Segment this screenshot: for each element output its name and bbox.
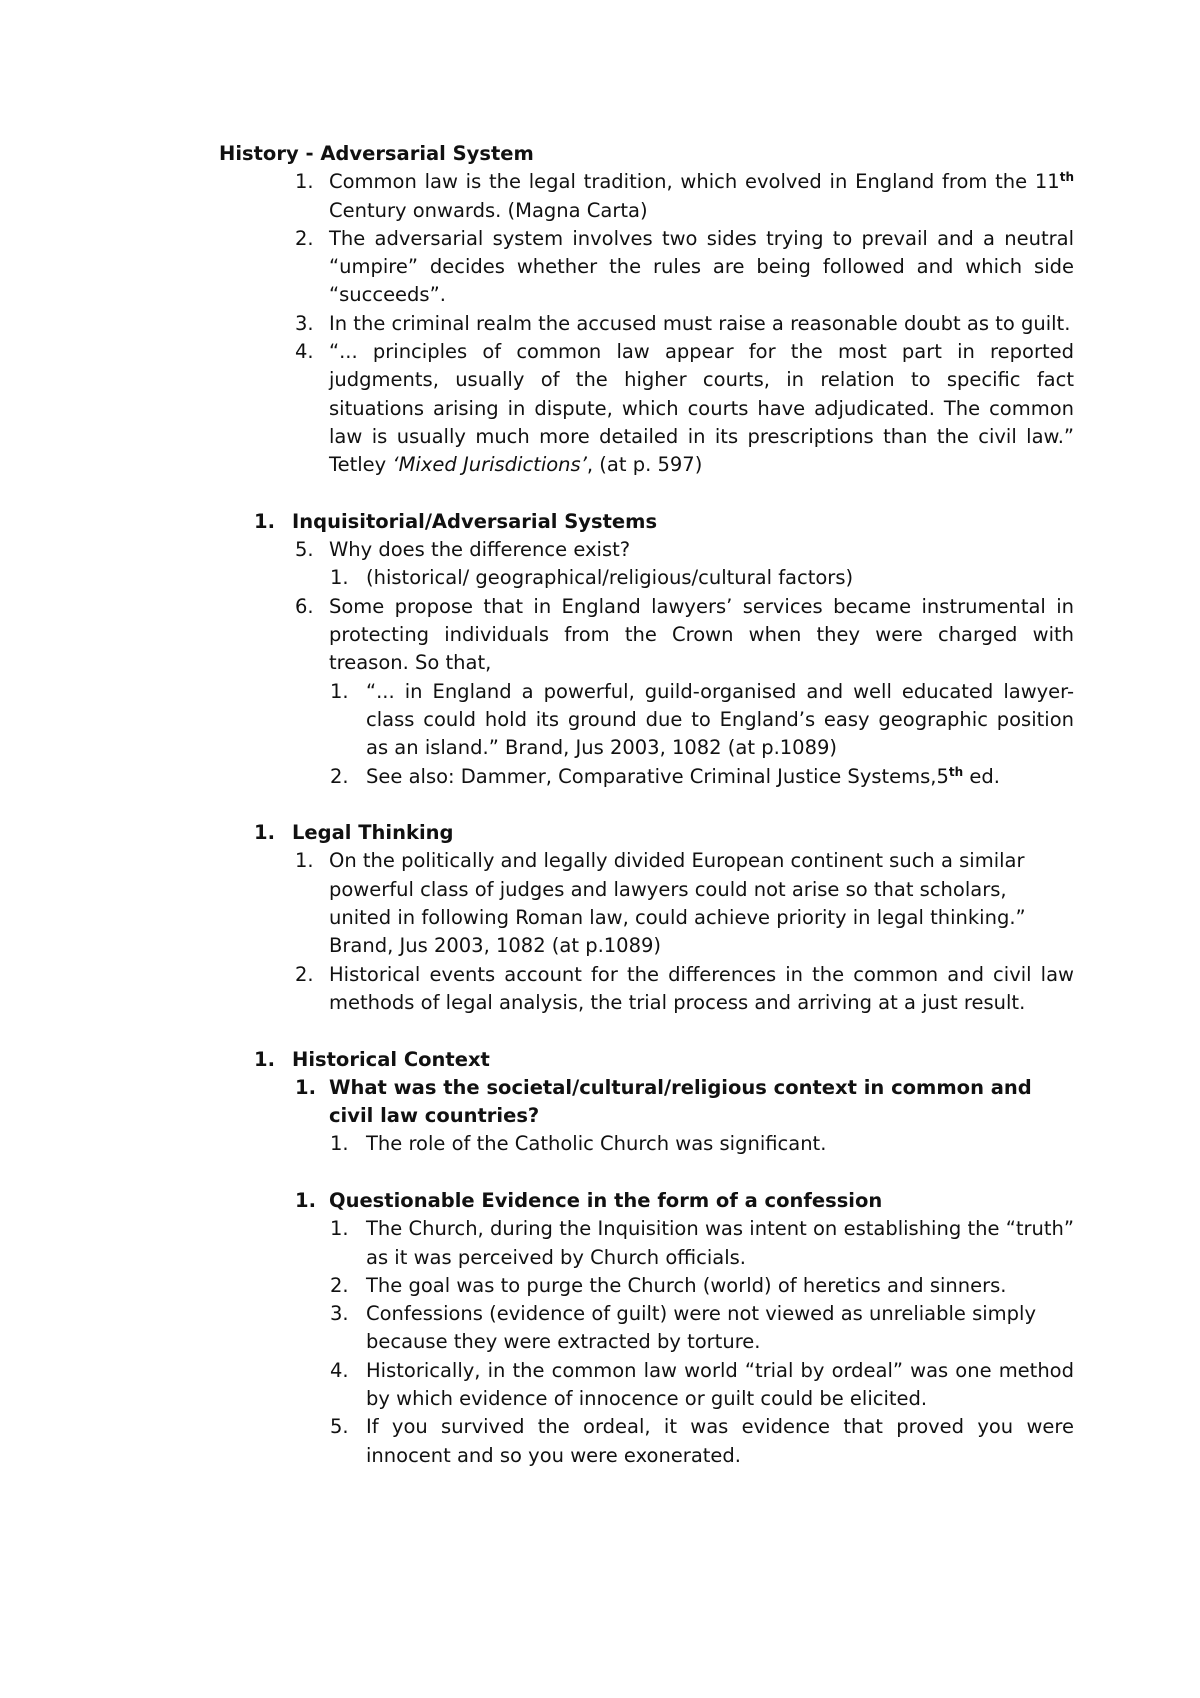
list-item (219, 1215, 1074, 1272)
document-body (219, 140, 1074, 1470)
heading-number: 1. (295, 1075, 316, 1099)
section-title-history: History - Adversarial System (219, 142, 534, 165)
list-text: Why does the difference exist? (329, 538, 631, 562)
heading-text: Historical Context (292, 1047, 490, 1071)
italic-title: ‘Mixed Jurisdictions’ (392, 453, 587, 477)
heading-text: What was the societal/cultural/religious context in common and civil law countries? (329, 1075, 1032, 1128)
heading-text: Inquisitorial/Adversarial Systems (292, 509, 658, 533)
list-text: If you survived the ordeal, it was evidence that proved you were innocent and so you were exonerated. (366, 1415, 1074, 1467)
list-number: 1. (330, 566, 349, 590)
list-number: 6. (295, 594, 314, 618)
list-item (219, 1130, 1074, 1158)
list-number: 3. (330, 1302, 349, 1326)
list-number: 1. (330, 1217, 349, 1241)
list-text: “... principles of common law appear for the most part in reported judgments, usually of the higher courts, in relation to specific fact situations arising in dispute, which courts have adjudicated. The common law is usually much more detailed in its prescriptions than the civil law.” Tetley ‘Mixed Jurisdictions’, (at p. 597) (329, 340, 1074, 477)
spacer (219, 1159, 1074, 1187)
superscript: th (948, 764, 964, 779)
list-item (219, 593, 1074, 678)
list-number: 4. (330, 1358, 349, 1382)
spacer (219, 791, 1074, 819)
list-text: See also: Dammer, Comparative Criminal Justice Systems,5th ed. (366, 764, 1000, 788)
section-heading-inquisitorial (219, 508, 1074, 536)
list-item (219, 1357, 1074, 1414)
list-number: 2. (295, 962, 314, 986)
list-number: 2. (330, 764, 349, 788)
heading-text: Questionable Evidence in the form of a confession (329, 1188, 883, 1212)
subheading-societal-context (219, 1074, 1074, 1131)
list-text: Historical events account for the differences in the common and civil law methods of legal analysis, the trial process and arriving at a just result. (329, 962, 1074, 1014)
list-item (219, 1272, 1074, 1300)
list-item (219, 1413, 1074, 1470)
list-number: 2. (295, 226, 314, 250)
list-text: Confessions (evidence of guilt) were not viewed as unreliable simply because they were extracted by torture. (366, 1302, 1037, 1354)
heading-text: Legal Thinking (292, 821, 454, 845)
section-heading-legal-thinking (219, 819, 1074, 847)
list-number: 2. (330, 1273, 349, 1297)
list-number: 1. (330, 1132, 349, 1156)
list-text: On the politically and legally divided European continent such a similar powerful class of judges and lawyers could not arise so that scholars, united in following Roman law, could achieve priority in legal thinking.” Brand, Jus 2003, 1082 (at p.1089) (329, 849, 1026, 958)
list-text: “... in England a powerful, guild-organised and well educated lawyer-class could hold its ground due to England’s easy geographic position as an island.” Brand, Jus 2003, 1082 (at p.1089) (366, 679, 1074, 760)
list-item (219, 847, 1074, 960)
list-number: 1. (295, 170, 314, 194)
subheading-questionable-evidence (219, 1187, 1074, 1215)
list-number: 4. (295, 340, 314, 364)
heading-number: 1. (254, 1047, 275, 1071)
list-item (219, 1300, 1074, 1357)
list-text: Some propose that in England lawyers’ services became instrumental in protecting individuals from the Crown when they were charged with treason. So that, (329, 594, 1074, 675)
list-text: The role of the Catholic Church was significant. (366, 1132, 827, 1156)
list-number: 3. (295, 311, 314, 335)
list-item (219, 225, 1074, 310)
list-item (219, 310, 1074, 338)
list-number: 1. (295, 849, 314, 873)
list-item (219, 678, 1074, 763)
list-number: 1. (330, 679, 349, 703)
list-item (219, 763, 1074, 791)
list-number: 5. (330, 1415, 349, 1439)
superscript: th (1059, 170, 1074, 185)
list-text: The adversarial system involves two sides trying to prevail and a neutral “umpire” decides whether the rules are being followed and which side “succeeds”. (329, 226, 1074, 307)
list-item (219, 961, 1074, 1018)
heading-number: 1. (254, 821, 275, 845)
heading-number: 1. (295, 1188, 316, 1212)
list-text: (historical/ geographical/religious/cultural factors) (366, 566, 854, 590)
spacer (219, 480, 1074, 508)
list-item (219, 536, 1074, 564)
list-text: Historically, in the common law world “trial by ordeal” was one method by which evidence of innocence or guilt could be elicited. (366, 1358, 1074, 1411)
heading-number: 1. (254, 509, 275, 533)
list-text: Common law is the legal tradition, which evolved in England from the 11th Century onwards. (Magna Carta) (329, 170, 1074, 222)
list-text: In the criminal realm the accused must raise a reasonable doubt as to guilt. (329, 311, 1071, 335)
list-number: 5. (295, 538, 314, 562)
list-item (219, 168, 1074, 225)
list-text: The goal was to purge the Church (world) of heretics and sinners. (366, 1273, 1007, 1297)
spacer (219, 1017, 1074, 1045)
list-item (219, 338, 1074, 479)
section-heading-historical-context (219, 1046, 1074, 1074)
list-text: The Church, during the Inquisition was intent on establishing the “truth” as it was perceived by Church officials. (366, 1217, 1074, 1269)
list-item (219, 564, 1074, 592)
